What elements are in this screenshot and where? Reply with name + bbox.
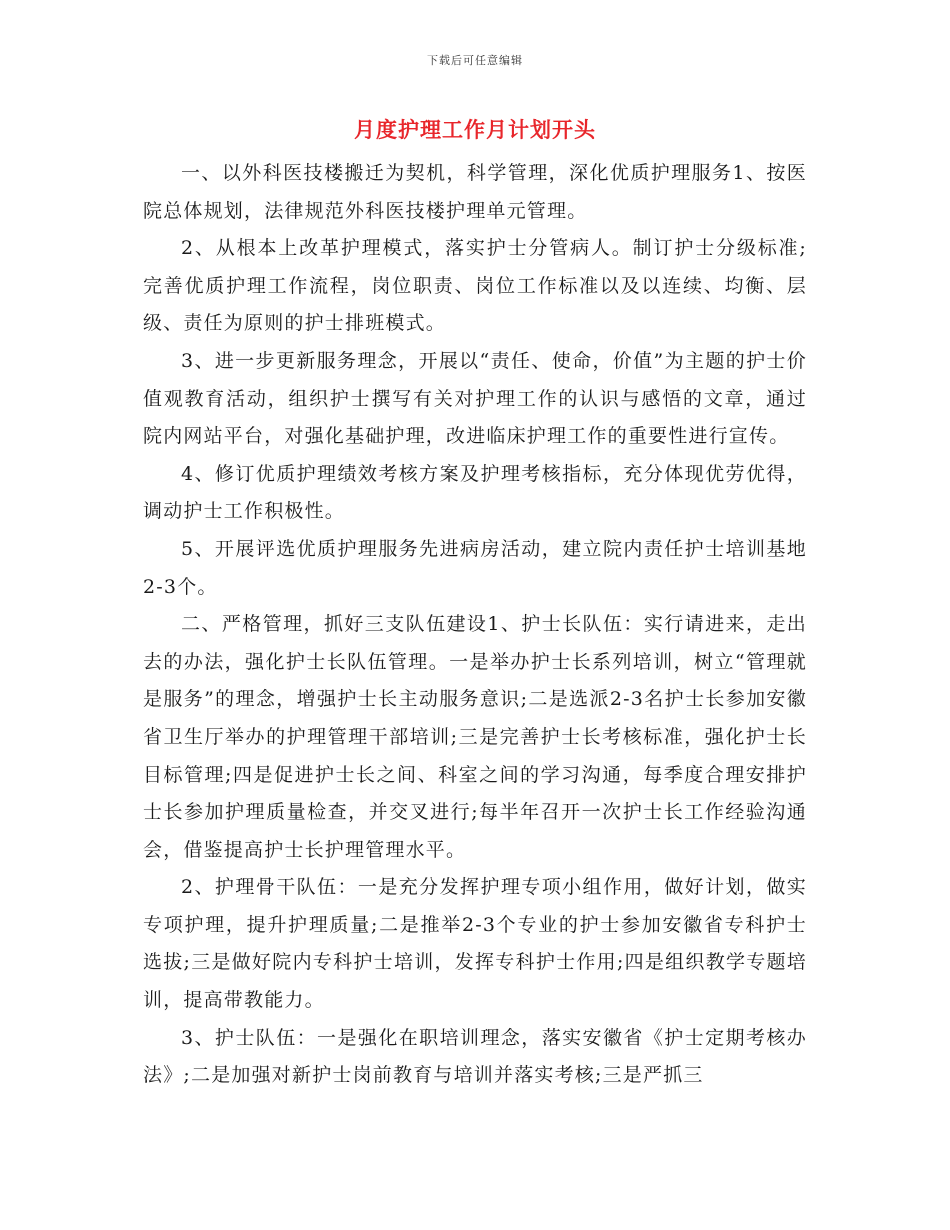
paragraph-3: 3、进一步更新服务理念，开展以“责任、使命，价值”为主题的护士价值观教育活动，组织护士撰写有关对护理工作的认识与感悟的文章，通过院内网站平台，对强化基础护理，改进临床护理工作的重要性进行宣传。 [143,349,807,448]
paragraph-1: 一、以外科医技楼搬迁为契机，科学管理，深化优质护理服务1、按医院总体规划，法律规范外科医技楼护理单元管理。 [143,162,807,222]
paragraph-6: 二、严格管理，抓好三支队伍建设1、护士长队伍：实行请进来，走出去的办法，强化护士长队伍管理。一是举办护士长系列培训，树立“管理就是服务”的理念，增强护士长主动服务意识;二是选派2-3名护士长参加安徽省卫生厅举办的护理管理干部培训;三是完善护士长考核标准，强化护士长目标管理;四是促进护士长之间、科室之间的学习沟通，每季度合理安排护士长参加护理质量检查，并交叉进行;每半年召开一次护士长工作经验沟通会，借鉴提高护士长护理管理水平。 [143,613,807,861]
paragraph-7: 2、护理骨干队伍：一是充分发挥护理专项小组作用，做好计划，做实专项护理，提升护理质量;二是推举2-3个专业的护士参加安徽省专科护士选拔;三是做好院内专科护士培训，发挥专科护士作用;四是组织教学专题培训，提高带教能力。 [143,876,807,1012]
document-body [143,155,807,1095]
document-title: 月度护理工作月计划开头 [354,117,596,142]
paragraph-8: 3、护士队伍：一是强化在职培训理念，落实安徽省《护士定期考核办法》;二是加强对新护士岗前教育与培训并落实考核;三是严抓三 [143,1026,807,1087]
download-note: 下载后可任意编辑 [427,54,523,67]
paragraph-4: 4、修订优质护理绩效考核方案及护理考核指标，充分体现优劳优得，调动护士工作积极性。 [143,462,807,523]
paragraph-5: 5、开展评选优质护理服务先进病房活动，建立院内责任护士培训基地2-3个。 [143,537,807,598]
paragraph-2: 2、从根本上改革护理模式，落实护士分管病人。制订护士分级标准;完善优质护理工作流程，岗位职责、岗位工作标准以及以连续、均衡、层级、责任为原则的护士排班模式。 [143,237,807,335]
